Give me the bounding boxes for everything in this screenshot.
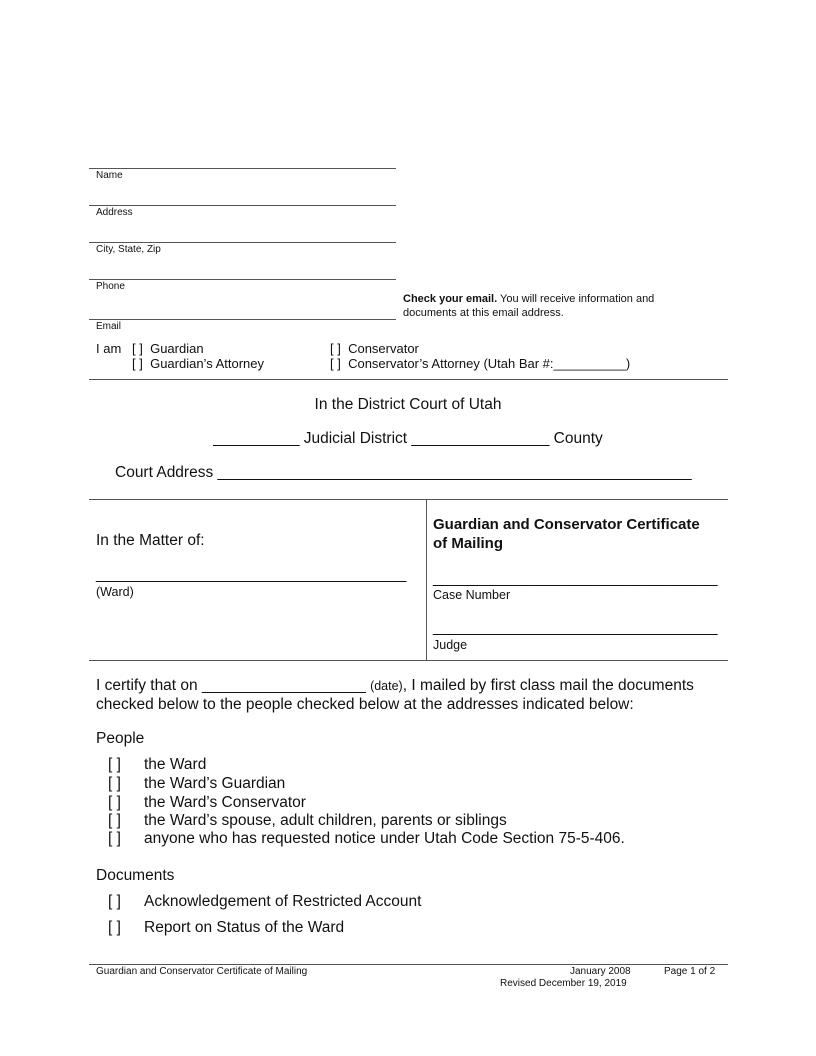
document-title-1: Guardian and Conservator Certificate xyxy=(433,516,700,533)
footer-date: January 2008 xyxy=(570,966,631,977)
conservator-label: Conservator xyxy=(348,341,419,356)
documents-checkbox[interactable]: [ ] xyxy=(108,919,121,936)
documents-item[interactable] xyxy=(108,893,421,911)
document-title-2: of Mailing xyxy=(433,535,503,552)
people-item[interactable] xyxy=(108,830,625,848)
email-note xyxy=(403,292,654,320)
documents-item[interactable] xyxy=(108,919,344,937)
case-number-label: Case Number xyxy=(433,588,511,602)
caption-top-rule xyxy=(89,499,728,500)
people-heading: People xyxy=(96,730,145,747)
people-item[interactable] xyxy=(108,812,507,830)
email-note-line2: documents at this email address. xyxy=(403,307,564,319)
guardian-attorney-checkbox[interactable]: [ ] xyxy=(132,356,143,371)
footer-revised: Revised December 19, 2019 xyxy=(500,978,627,989)
guardian-checkbox[interactable]: [ ] xyxy=(132,341,143,356)
footer-title: Guardian and Conservator Certificate of Mailing xyxy=(96,966,308,977)
caption-bottom-rule xyxy=(89,660,728,661)
people-item[interactable] xyxy=(108,794,306,812)
certify-line-2: checked below to the people checked below at the addresses indicated below: xyxy=(96,696,634,713)
guardian-label: Guardian xyxy=(150,341,204,356)
people-checkbox[interactable]: [ ] xyxy=(108,830,121,847)
certify-date-label: (date) xyxy=(370,679,403,693)
people-item[interactable] xyxy=(108,756,206,774)
case-number-line[interactable]: _________________________________ xyxy=(433,570,718,587)
judge-line[interactable]: _________________________________ xyxy=(433,619,718,636)
footer-page: Page 1 of 2 xyxy=(664,966,716,977)
documents-checkbox[interactable]: [ ] xyxy=(108,893,121,910)
court-address-line[interactable]: Court Address _______________________________________________________ xyxy=(115,464,692,481)
matter-label: In the Matter of: xyxy=(96,532,205,549)
address-line xyxy=(89,242,396,243)
iam-label: I am xyxy=(96,341,122,356)
court-title: In the District Court of Utah xyxy=(314,396,502,413)
guardian-attorney-label: Guardian’s Attorney xyxy=(150,356,265,371)
conservator-option[interactable] xyxy=(330,341,419,356)
documents-item-label: Acknowledgement of Restricted Account xyxy=(144,893,422,910)
email-note-line1: You will receive information and xyxy=(497,293,655,305)
email-note-bold: Check your email. xyxy=(403,293,498,305)
name-label: Name xyxy=(96,170,123,181)
phone-line xyxy=(89,319,396,320)
conservator-attorney-label: Conservator’s Attorney (Utah Bar #:__________) xyxy=(348,356,631,371)
people-item-label: the Ward’s Guardian xyxy=(144,775,286,792)
email-label: Email xyxy=(96,321,122,332)
address-label: Address xyxy=(96,207,133,218)
certify-line-1 xyxy=(96,677,694,695)
documents-item-label: Report on Status of the Ward xyxy=(144,919,345,936)
court-district-line[interactable]: __________ Judicial District ________________ County xyxy=(213,430,603,447)
people-item-label: the Ward’s Conservator xyxy=(144,794,306,811)
documents-heading: Documents xyxy=(96,867,175,884)
certify-line-1-rest: , I mailed by first class mail the documents xyxy=(402,677,694,694)
top-rule xyxy=(89,168,396,169)
people-item-label: the Ward’s spouse, adult children, parents or siblings xyxy=(144,812,507,829)
people-item[interactable] xyxy=(108,775,285,793)
guardian-attorney-option[interactable] xyxy=(132,356,264,371)
phone-label: Phone xyxy=(96,281,125,292)
conservator-checkbox[interactable]: [ ] xyxy=(330,341,341,356)
people-item-label: the Ward xyxy=(144,756,207,773)
name-line xyxy=(89,205,396,206)
footer-rule xyxy=(89,964,728,965)
caption-divider xyxy=(426,499,427,660)
people-checkbox[interactable]: [ ] xyxy=(108,775,121,792)
people-checkbox[interactable]: [ ] xyxy=(108,756,121,773)
judge-label: Judge xyxy=(433,638,468,652)
guardian-option[interactable] xyxy=(132,341,204,356)
people-checkbox[interactable]: [ ] xyxy=(108,812,121,829)
people-checkbox[interactable]: [ ] xyxy=(108,794,121,811)
city-label: City, State, Zip xyxy=(96,244,161,255)
section-divider-1 xyxy=(89,379,728,380)
ward-name-line[interactable]: ____________________________________ xyxy=(96,566,407,583)
conservator-attorney-option[interactable] xyxy=(330,356,630,371)
conservator-attorney-checkbox[interactable]: [ ] xyxy=(330,356,341,371)
people-item-label: anyone who has requested notice under Utah Code Section 75-5-406. xyxy=(144,830,625,847)
city-line xyxy=(89,279,396,280)
certify-date-blank[interactable]: I certify that on ___________________ xyxy=(96,677,371,694)
ward-label: (Ward) xyxy=(96,585,134,599)
